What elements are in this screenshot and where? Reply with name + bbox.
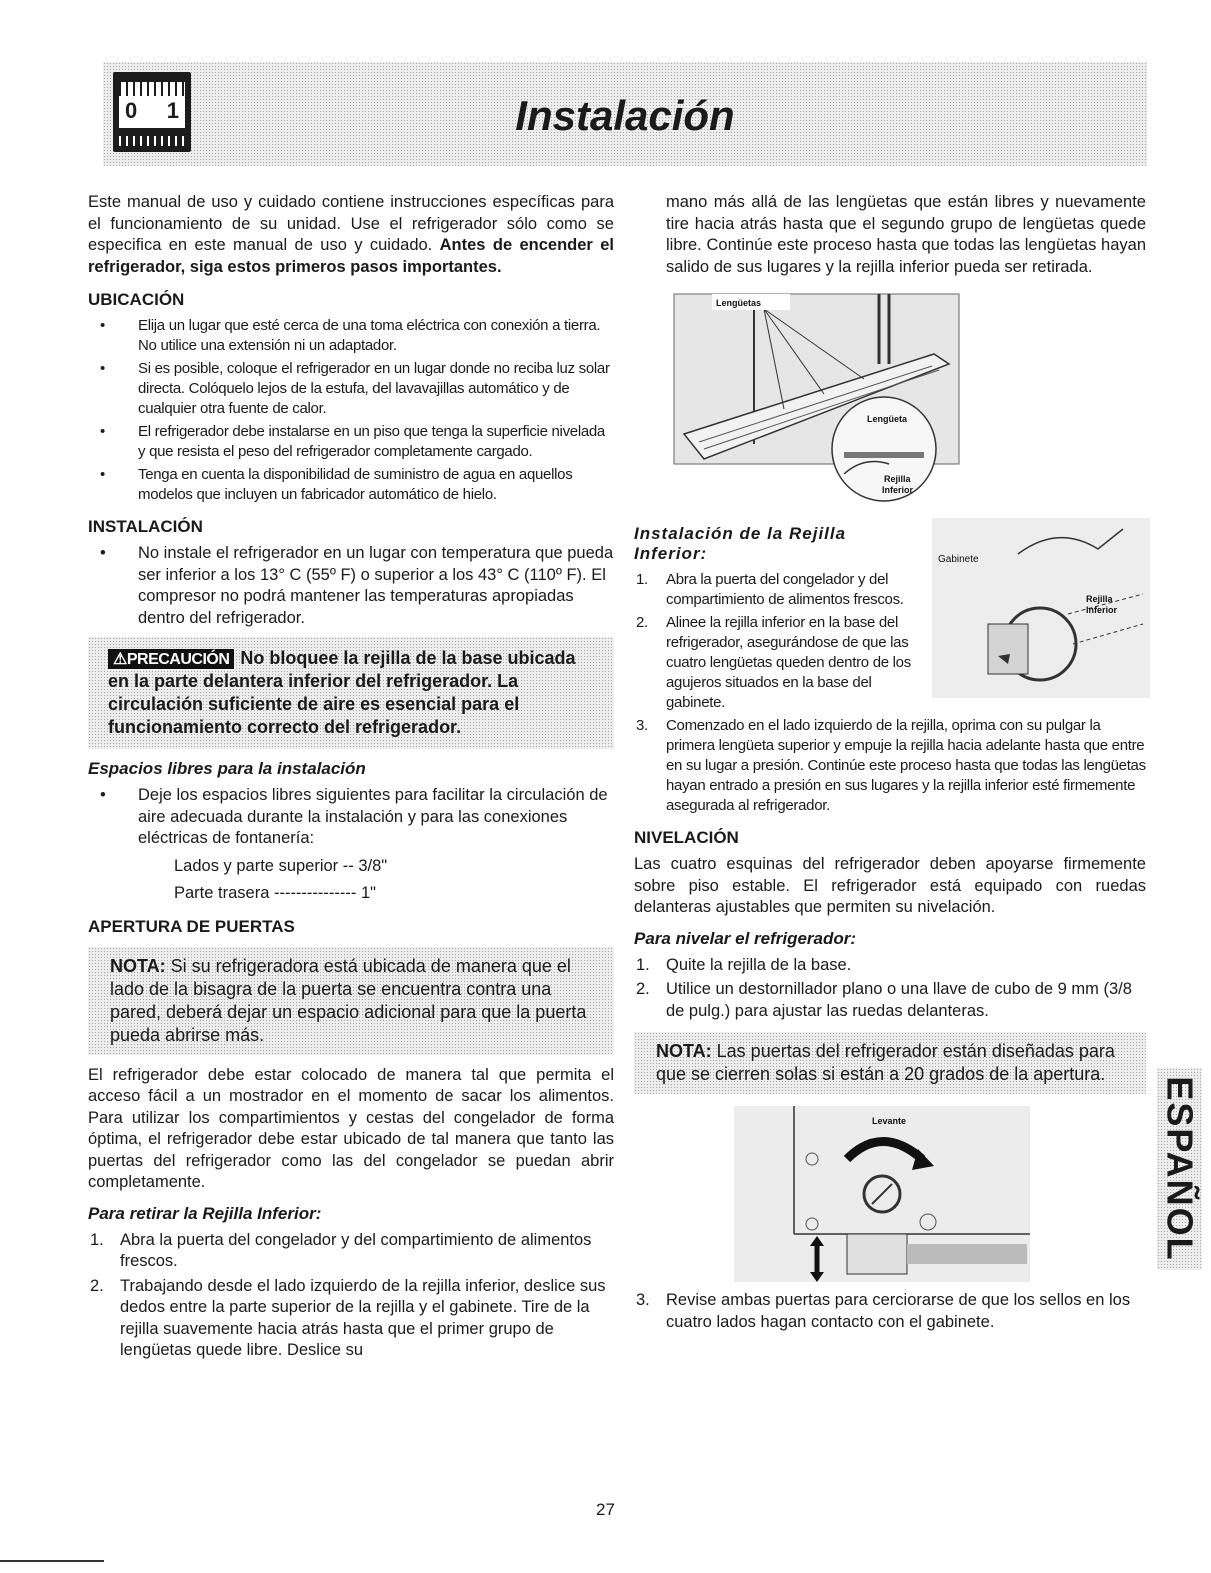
apertura-paragraph: El refrigerador debe estar colocado de manera tal que permita el acceso fácil a un mostrador en el momento de sacar los alimentos. Para utilizar los compartimientos y cestas del congelador de forma óptima, el refrigerador debe estar ubicado de tal manera que tanto las puertas del refrigerador como las del congelador se puedan abrir completamente. — [88, 1065, 614, 1191]
ubicacion-list — [88, 316, 614, 505]
retirar-steps — [88, 1230, 614, 1362]
label-tab: Lengüeta — [867, 414, 908, 424]
intro-bold: Antes de encender el refrigerador, siga estos primeros pasos importantes. — [88, 236, 614, 276]
figure-leveling — [732, 1104, 1032, 1284]
heading-apertura: APERTURA DE PUERTAS — [88, 916, 295, 936]
list-item: 1. Abra la puerta del congelador y del compartimiento de alimentos frescos. — [636, 571, 904, 608]
heading-nivelar: Para nivelar el refrigerador: — [634, 928, 857, 948]
note-label: NOTA: — [656, 1041, 712, 1061]
nivelar-steps — [634, 955, 1146, 1023]
intro-paragraph: Este manual de uso y cuidado contiene instrucciones específicas para el funcionamiento de su unidad. Use el refrigerador sólo como se especifica en este manual de uso y cuidado. Antes de encender el refrigerador, siga estos primeros pasos importantes. — [88, 193, 614, 276]
heading-retirar: Para retirar la Rejilla Inferior: — [88, 1203, 322, 1223]
caution-box — [88, 637, 614, 749]
ruler-mark-zero: 0 — [125, 98, 138, 123]
list-item: 1. Abra la puerta del congelador y del compartimiento de alimentos frescos. — [90, 1230, 592, 1270]
list-item: 2. Alinee la rejilla inferior en la base del refrigerador, asegurándose de que las cuatro lengüetas queden dentro de los agujeros situados en la base del gabinete. — [636, 614, 911, 711]
nivelar-step-3 — [634, 1290, 1146, 1333]
ruler-mark-one: 1 — [166, 98, 179, 123]
caution-text: No bloquee la rejilla de la base ubicada en la parte delantera inferior del refrigerador. La circulación suficiente de aire es esencial para el funcionamiento correcto del refrigerador. — [108, 648, 576, 737]
footer-rule — [0, 1560, 104, 1562]
heading-instalacion: INSTALACIÓN — [88, 517, 203, 536]
clearance-sides: Lados y parte superior -- 3/8" — [174, 856, 388, 875]
heading-ubicacion: UBICACIÓN — [88, 290, 185, 309]
page-title: Instalación — [515, 92, 735, 139]
list-item: • Deje los espacios libres siguientes para facilitar la circulación de aire adecuada durante la instalación y para las conexiones eléctricas de fontanería: — [88, 785, 614, 850]
note-text: Las puertas del refrigerador están diseñadas para que se cierren solas si están a 20 grados de la apertura. — [656, 1041, 1115, 1084]
label-grille: Rejilla — [1086, 594, 1113, 604]
note-label: NOTA: — [110, 955, 166, 976]
page-number: 27 — [596, 1500, 615, 1519]
list-item: • El refrigerador debe instalarse en un piso que tenga la superficie nivelada y que resista el peso del refrigerador completamente cargado. — [88, 422, 614, 462]
grille-removal-illustration — [664, 284, 964, 514]
heading-instalacion-rejilla: Instalación de la Rejilla Inferior: — [634, 524, 847, 563]
continued-paragraph: mano más allá de las lengüetas que están libres y nuevamente tire hacia atrás hasta que el segundo grupo de lengüetas quede libre. Continúe este proceso hasta que todas las lengüetas hayan salido de sus lugares y la rejilla inferior pueda ser retirada. — [666, 193, 1146, 276]
list-item: 3. Revise ambas puertas para cerciorarse de que los sellos en los cuatro lados hagan contacto con el gabinete. — [636, 1291, 1131, 1331]
heading-espacios: Espacios libres para la instalación — [88, 759, 366, 778]
nivelacion-paragraph: Las cuatro esquinas del refrigerador deben apoyarse firmemente sobre piso estable. El refrigerador está equipado con ruedas delanteras ajustables que permiten su nivelación. — [634, 855, 1146, 916]
list-item: • No instale el refrigerador en un lugar con temperatura que pueda ser inferior a los 13° C (55º F) o superior a los 43° C (110º F). El compresor no podrá mantener las temperaturas apropiadas dentro del refrigerador. — [88, 543, 614, 629]
left-column — [88, 192, 614, 1366]
label-lift: Levante — [872, 1116, 907, 1126]
label-cabinet: Gabinete — [938, 554, 979, 565]
label-lower: Inferior — [882, 485, 914, 495]
note-text: Si su refrigeradora está ubicada de manera que el lado de la bisagra de la puerta se encuentra contra una pared, deberá dejar un espacio adicional para que la puerta pueda abrirse más. — [110, 955, 587, 1045]
leveling-illustration — [732, 1104, 1032, 1284]
espacios-list — [88, 785, 614, 850]
caution-badge: ⚠PRECAUCIÓN — [108, 649, 234, 669]
list-item: • Elija un lugar que esté cerca de una toma eléctrica con conexión a tierra. No utilice una extensión ni un adaptador. — [88, 316, 614, 356]
instalacion-rejilla-steps — [634, 570, 1146, 816]
note-box-door — [88, 947, 614, 1055]
label-tabs: Lengüetas — [716, 298, 762, 308]
figure-grille-removal — [664, 284, 964, 514]
label-grille: Rejilla — [884, 474, 911, 484]
list-item: • Tenga en cuenta la disponibilidad de suministro de agua en aquellos modelos que incluyen un fabricador automático de hielo. — [88, 465, 614, 505]
label-lower: Inferior — [1086, 605, 1118, 615]
language-tab: ESPAÑOL — [1157, 1068, 1202, 1270]
list-item: 2. Utilice un destornillador plano o una llave de cubo de 9 mm (3/8 de pulg.) para ajustar las ruedas delanteras. — [636, 980, 1132, 1020]
list-item: • Si es posible, coloque el refrigerador en un lugar donde no reciba luz solar directa. Colóquelo lejos de la estufa, del lavavajillas automático y de cualquier otra fuente de calor. — [88, 359, 614, 419]
instalacion-list — [88, 543, 614, 629]
section-header — [103, 62, 1147, 166]
right-column — [634, 192, 1146, 1337]
list-item: 1. Quite la rejilla de la base. — [636, 955, 852, 974]
heading-nivelacion: NIVELACIÓN — [634, 828, 739, 847]
list-item: 2. Trabajando desde el lado izquierdo de la rejilla inferior, deslice sus dedos entre la parte superior de la rejilla y el gabinete. Tire de la rejilla suavemente hacia atrás hasta que el primer grupo de lengüetas quede libre. Deslice su — [90, 1276, 606, 1359]
note-box-doors — [634, 1032, 1146, 1094]
list-item: 3. Comenzado en el lado izquierdo de la rejilla, oprima con su pulgar la primera lengüeta superior y empuje la rejilla hacia adelante hasta que entre en su lugar a presión. Continúe este proceso hasta que todas las lengüetas hayan entrado a presión en sus lugares y la rejilla inferior esté firmemente asegurada al refrigerador. — [636, 717, 1146, 814]
clearance-rear: Parte trasera --------------- 1" — [174, 884, 376, 902]
